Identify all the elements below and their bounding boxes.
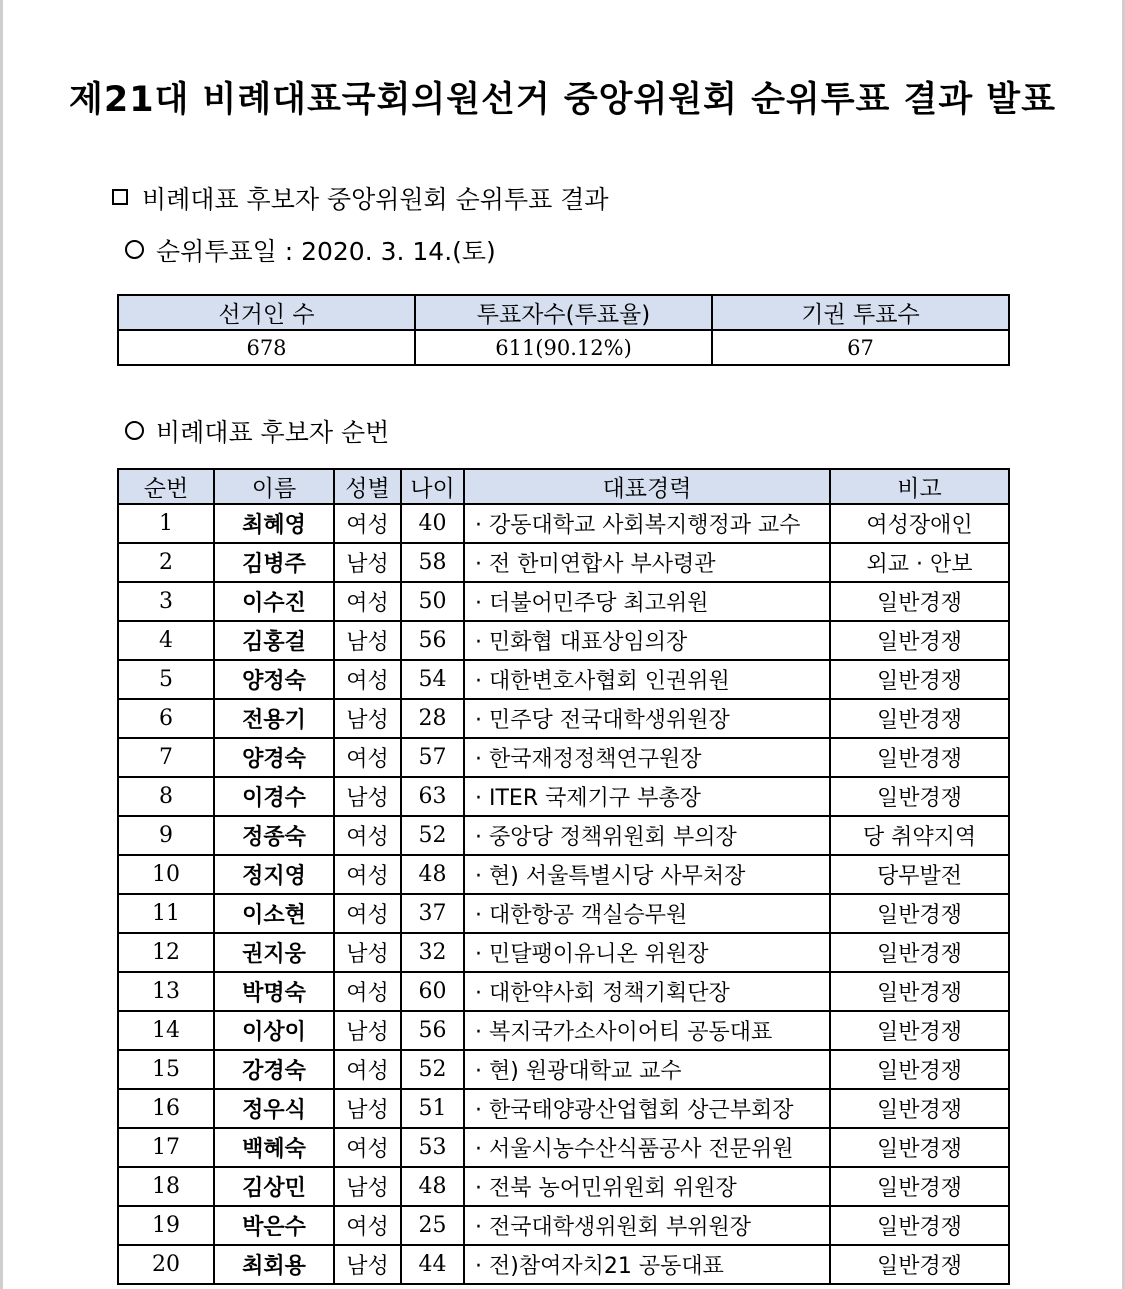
note-cell: 일반경쟁 <box>830 582 1009 621</box>
candidates-table <box>117 468 1010 1285</box>
summary-header-cell: 기권 투표수 <box>712 295 1009 330</box>
page-left-border <box>0 0 3 1289</box>
note-cell: 외교 · 안보 <box>830 543 1009 582</box>
career-cell: · 중앙당 정책위원회 부의장 <box>464 816 830 855</box>
rank-cell: 11 <box>118 894 214 933</box>
age-cell: 54 <box>401 660 464 699</box>
name-cell: 권지웅 <box>214 933 334 972</box>
candidates-body <box>118 504 1009 1284</box>
table-row <box>118 1089 1009 1128</box>
note-cell: 당 취약지역 <box>830 816 1009 855</box>
summary-header-cell: 선거인 수 <box>118 295 415 330</box>
page-title: 제21대 비례대표국회의원선거 중앙위원회 순위투표 결과 발표 <box>69 80 1056 120</box>
note-cell: 일반경쟁 <box>830 1245 1009 1284</box>
table-row <box>118 543 1009 582</box>
age-cell: 32 <box>401 933 464 972</box>
vote-date-text: 순위투표일 : 2020. 3. 14.(토) <box>156 237 496 266</box>
name-cell: 정종숙 <box>214 816 334 855</box>
gender-cell: 남성 <box>334 1089 401 1128</box>
note-cell: 일반경쟁 <box>830 738 1009 777</box>
note-cell: 일반경쟁 <box>830 1206 1009 1245</box>
summary-value-row <box>118 330 1009 365</box>
name-cell: 정지영 <box>214 855 334 894</box>
gender-cell: 여성 <box>334 1128 401 1167</box>
name-cell: 백혜숙 <box>214 1128 334 1167</box>
table-row <box>118 855 1009 894</box>
name-cell: 최혜영 <box>214 504 334 543</box>
vote-date-line <box>125 232 496 268</box>
career-cell: · 강동대학교 사회복지행정과 교수 <box>464 504 830 543</box>
table-row <box>118 816 1009 855</box>
table-row <box>118 933 1009 972</box>
table-row <box>118 1128 1009 1167</box>
career-cell: · 대한약사회 정책기획단장 <box>464 972 830 1011</box>
note-cell: 여성장애인 <box>830 504 1009 543</box>
note-cell: 일반경쟁 <box>830 1050 1009 1089</box>
age-cell: 51 <box>401 1089 464 1128</box>
list-heading <box>125 413 389 449</box>
name-cell: 강경숙 <box>214 1050 334 1089</box>
career-cell: · 서울시농수산식품공사 전문위원 <box>464 1128 830 1167</box>
gender-cell: 남성 <box>334 1011 401 1050</box>
table-row <box>118 1167 1009 1206</box>
name-cell: 김병주 <box>214 543 334 582</box>
note-cell: 일반경쟁 <box>830 777 1009 816</box>
rank-cell: 17 <box>118 1128 214 1167</box>
note-cell: 당무발전 <box>830 855 1009 894</box>
age-cell: 52 <box>401 1050 464 1089</box>
name-cell: 이수진 <box>214 582 334 621</box>
rank-cell: 20 <box>118 1245 214 1284</box>
rank-cell: 9 <box>118 816 214 855</box>
gender-cell: 여성 <box>334 504 401 543</box>
name-cell: 이경수 <box>214 777 334 816</box>
career-cell: · 더불어민주당 최고위원 <box>464 582 830 621</box>
age-cell: 48 <box>401 855 464 894</box>
name-cell: 양경숙 <box>214 738 334 777</box>
table-row <box>118 1011 1009 1050</box>
table-row <box>118 699 1009 738</box>
list-heading-text: 비례대표 후보자 순번 <box>156 418 390 447</box>
gender-cell: 여성 <box>334 855 401 894</box>
gender-cell: 남성 <box>334 699 401 738</box>
career-cell: · 전)참여자치21 공동대표 <box>464 1245 830 1284</box>
career-cell: · 대한변호사협회 인권위원 <box>464 660 830 699</box>
career-cell: · 한국태양광산업협회 상근부회장 <box>464 1089 830 1128</box>
rank-cell: 3 <box>118 582 214 621</box>
table-row <box>118 582 1009 621</box>
table-row <box>118 894 1009 933</box>
name-cell: 박명숙 <box>214 972 334 1011</box>
summary-value-cell: 67 <box>712 330 1009 365</box>
gender-cell: 여성 <box>334 1206 401 1245</box>
age-cell: 53 <box>401 1128 464 1167</box>
career-cell: · 복지국가소사이어티 공동대표 <box>464 1011 830 1050</box>
career-cell: · 민주당 전국대학생위원장 <box>464 699 830 738</box>
name-cell: 박은수 <box>214 1206 334 1245</box>
name-cell: 김홍걸 <box>214 621 334 660</box>
age-cell: 28 <box>401 699 464 738</box>
gender-cell: 여성 <box>334 972 401 1011</box>
rank-cell: 1 <box>118 504 214 543</box>
rank-cell: 13 <box>118 972 214 1011</box>
note-cell: 일반경쟁 <box>830 1128 1009 1167</box>
rank-cell: 2 <box>118 543 214 582</box>
career-cell: · 대한항공 객실승무원 <box>464 894 830 933</box>
career-cell: · 전국대학생위원회 부위원장 <box>464 1206 830 1245</box>
rank-cell: 16 <box>118 1089 214 1128</box>
circle-bullet-icon <box>125 240 144 259</box>
table-row <box>118 1050 1009 1089</box>
note-cell: 일반경쟁 <box>830 660 1009 699</box>
age-cell: 52 <box>401 816 464 855</box>
note-cell: 일반경쟁 <box>830 699 1009 738</box>
career-cell: · 전북 농어민위원회 위원장 <box>464 1167 830 1206</box>
summary-header-cell: 투표자수(투표율) <box>415 295 712 330</box>
column-header: 성별 <box>334 469 401 504</box>
section-heading-text: 비례대표 후보자 중앙위원회 순위투표 결과 <box>142 185 609 214</box>
gender-cell: 여성 <box>334 1050 401 1089</box>
table-row <box>118 972 1009 1011</box>
note-cell: 일반경쟁 <box>830 972 1009 1011</box>
square-bullet-icon <box>112 189 128 205</box>
rank-cell: 15 <box>118 1050 214 1089</box>
gender-cell: 남성 <box>334 933 401 972</box>
age-cell: 44 <box>401 1245 464 1284</box>
column-header: 대표경력 <box>464 469 830 504</box>
rank-cell: 5 <box>118 660 214 699</box>
name-cell: 전용기 <box>214 699 334 738</box>
candidates-header-row <box>118 469 1009 504</box>
age-cell: 48 <box>401 1167 464 1206</box>
gender-cell: 여성 <box>334 816 401 855</box>
note-cell: 일반경쟁 <box>830 894 1009 933</box>
name-cell: 최회용 <box>214 1245 334 1284</box>
rank-cell: 6 <box>118 699 214 738</box>
rank-cell: 10 <box>118 855 214 894</box>
column-header: 이름 <box>214 469 334 504</box>
gender-cell: 남성 <box>334 1245 401 1284</box>
age-cell: 25 <box>401 1206 464 1245</box>
note-cell: 일반경쟁 <box>830 621 1009 660</box>
note-cell: 일반경쟁 <box>830 1167 1009 1206</box>
gender-cell: 여성 <box>334 894 401 933</box>
name-cell: 양정숙 <box>214 660 334 699</box>
age-cell: 57 <box>401 738 464 777</box>
rank-cell: 8 <box>118 777 214 816</box>
column-header: 순번 <box>118 469 214 504</box>
rank-cell: 7 <box>118 738 214 777</box>
gender-cell: 남성 <box>334 543 401 582</box>
name-cell: 김상민 <box>214 1167 334 1206</box>
gender-cell: 여성 <box>334 660 401 699</box>
note-cell: 일반경쟁 <box>830 933 1009 972</box>
age-cell: 63 <box>401 777 464 816</box>
summary-value-cell: 678 <box>118 330 415 365</box>
gender-cell: 남성 <box>334 621 401 660</box>
career-cell: · 민달팽이유니온 위원장 <box>464 933 830 972</box>
summary-table <box>117 294 1010 366</box>
age-cell: 56 <box>401 1011 464 1050</box>
table-row <box>118 621 1009 660</box>
gender-cell: 남성 <box>334 1167 401 1206</box>
age-cell: 50 <box>401 582 464 621</box>
summary-value-cell: 611(90.12%) <box>415 330 712 365</box>
age-cell: 58 <box>401 543 464 582</box>
rank-cell: 4 <box>118 621 214 660</box>
column-header: 나이 <box>401 469 464 504</box>
career-cell: · 현) 원광대학교 교수 <box>464 1050 830 1089</box>
column-header: 비고 <box>830 469 1009 504</box>
table-row <box>118 1245 1009 1284</box>
age-cell: 40 <box>401 504 464 543</box>
age-cell: 37 <box>401 894 464 933</box>
gender-cell: 여성 <box>334 582 401 621</box>
gender-cell: 남성 <box>334 777 401 816</box>
age-cell: 60 <box>401 972 464 1011</box>
table-row <box>118 738 1009 777</box>
circle-bullet-icon <box>125 421 144 440</box>
table-row <box>118 660 1009 699</box>
name-cell: 정우식 <box>214 1089 334 1128</box>
career-cell: · ITER 국제기구 부총장 <box>464 777 830 816</box>
rank-cell: 14 <box>118 1011 214 1050</box>
age-cell: 56 <box>401 621 464 660</box>
table-row <box>118 777 1009 816</box>
name-cell: 이상이 <box>214 1011 334 1050</box>
career-cell: · 전 한미연합사 부사령관 <box>464 543 830 582</box>
table-row <box>118 1206 1009 1245</box>
note-cell: 일반경쟁 <box>830 1011 1009 1050</box>
summary-header-row <box>118 295 1009 330</box>
gender-cell: 여성 <box>334 738 401 777</box>
rank-cell: 12 <box>118 933 214 972</box>
name-cell: 이소현 <box>214 894 334 933</box>
section-heading <box>112 180 609 216</box>
rank-cell: 18 <box>118 1167 214 1206</box>
rank-cell: 19 <box>118 1206 214 1245</box>
career-cell: · 민화협 대표상임의장 <box>464 621 830 660</box>
table-row <box>118 504 1009 543</box>
note-cell: 일반경쟁 <box>830 1089 1009 1128</box>
career-cell: · 한국재정정책연구원장 <box>464 738 830 777</box>
career-cell: · 현) 서울특별시당 사무처장 <box>464 855 830 894</box>
